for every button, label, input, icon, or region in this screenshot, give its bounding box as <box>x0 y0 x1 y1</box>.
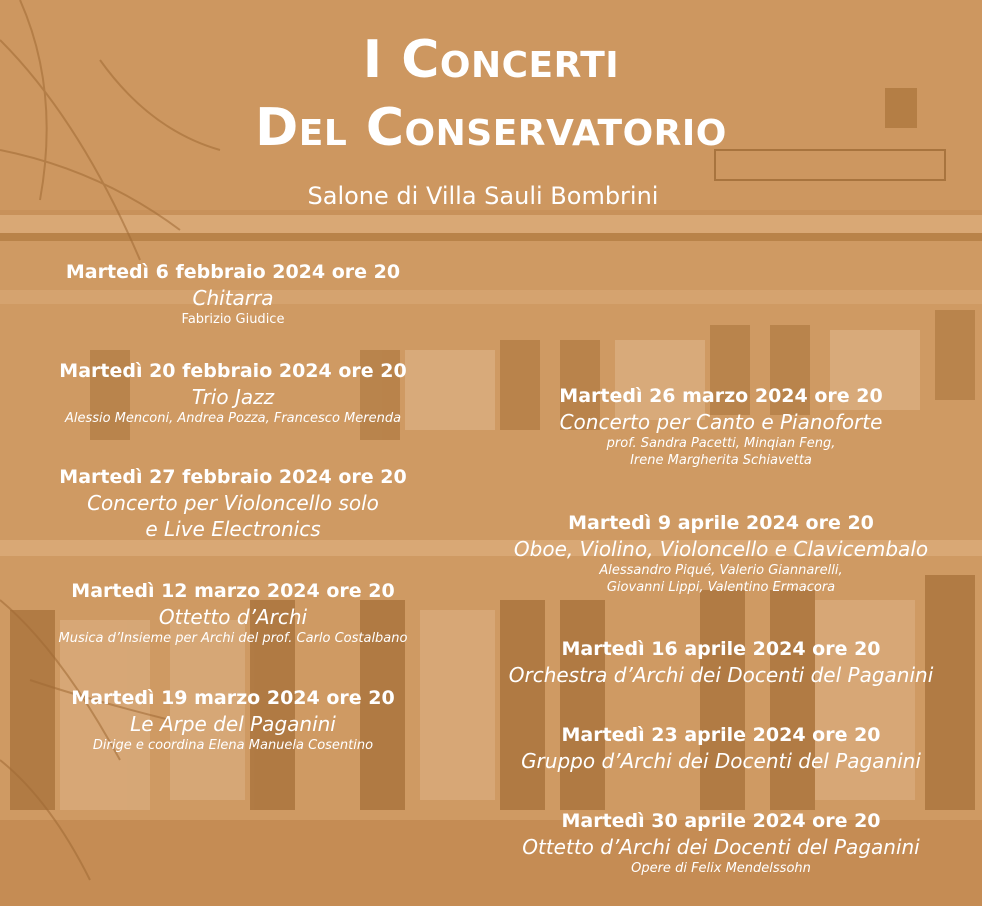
event-item <box>0 464 466 542</box>
event-item <box>0 578 466 647</box>
event-item <box>466 383 976 469</box>
event-performers: Alessandro Piqué, Valerio Giannarelli, <box>599 563 843 578</box>
event-item <box>466 722 976 774</box>
event-date: Martedì 20 febbraio 2024 ore 20 <box>59 360 407 382</box>
event-title: Concerto per Canto e Pianoforte <box>559 410 883 434</box>
event-title: Ottetto d’Archi <box>158 605 308 629</box>
event-item <box>466 636 976 688</box>
event-title: Concerto per Violoncello solo <box>87 491 379 515</box>
event-item <box>466 808 976 877</box>
event-item <box>466 510 976 596</box>
event-date: Martedì 30 aprile 2024 ore 20 <box>561 810 881 832</box>
event-date: Martedì 23 aprile 2024 ore 20 <box>561 724 881 746</box>
event-date: Martedì 19 marzo 2024 ore 20 <box>71 687 395 709</box>
event-title: Oboe, Violino, Violoncello e Clavicembalo <box>513 537 929 561</box>
event-item <box>0 259 466 328</box>
event-performers: prof. Sandra Pacetti, Minqian Feng, <box>606 436 836 451</box>
poster-title-line2: Del Conservatorio <box>255 98 727 158</box>
event-title: Ottetto d’Archi dei Docenti del Paganini <box>522 835 920 859</box>
event-date: Martedì 27 febbraio 2024 ore 20 <box>59 466 407 488</box>
event-title: Trio Jazz <box>191 385 275 409</box>
event-performers: Musica d’Insieme per Archi del prof. Carlo Costalbano <box>58 631 408 646</box>
event-title: Le Arpe del Paganini <box>130 712 336 736</box>
event-title: Orchestra d’Archi dei Docenti del Paganini <box>508 663 934 687</box>
event-date: Martedì 16 aprile 2024 ore 20 <box>561 638 881 660</box>
event-title: Gruppo d’Archi dei Docenti del Paganini <box>521 749 921 773</box>
event-performers: Opere di Felix Mendelssohn <box>631 861 811 876</box>
event-item <box>0 685 466 754</box>
event-title-cont: e Live Electronics <box>145 517 321 541</box>
event-date: Martedì 6 febbraio 2024 ore 20 <box>65 261 401 283</box>
event-performers: Fabrizio Giudice <box>181 312 285 327</box>
event-title: Chitarra <box>192 286 274 310</box>
event-date: Martedì 26 marzo 2024 ore 20 <box>559 385 883 407</box>
event-performers: Dirige e coordina Elena Manuela Cosentino <box>92 738 374 753</box>
event-item <box>0 358 466 427</box>
venue-subtitle: Salone di Villa Sauli Bombrini <box>307 182 659 210</box>
event-performers: Alessio Menconi, Andrea Pozza, Francesco Merenda <box>64 411 402 426</box>
event-date: Martedì 12 marzo 2024 ore 20 <box>71 580 395 602</box>
event-performers-cont: Irene Margherita Schiavetta <box>630 453 812 468</box>
poster-title-line1: I Concerti <box>362 30 620 90</box>
event-date: Martedì 9 aprile 2024 ore 20 <box>568 512 874 534</box>
event-performers-cont: Giovanni Lippi, Valentino Ermacora <box>606 580 836 595</box>
